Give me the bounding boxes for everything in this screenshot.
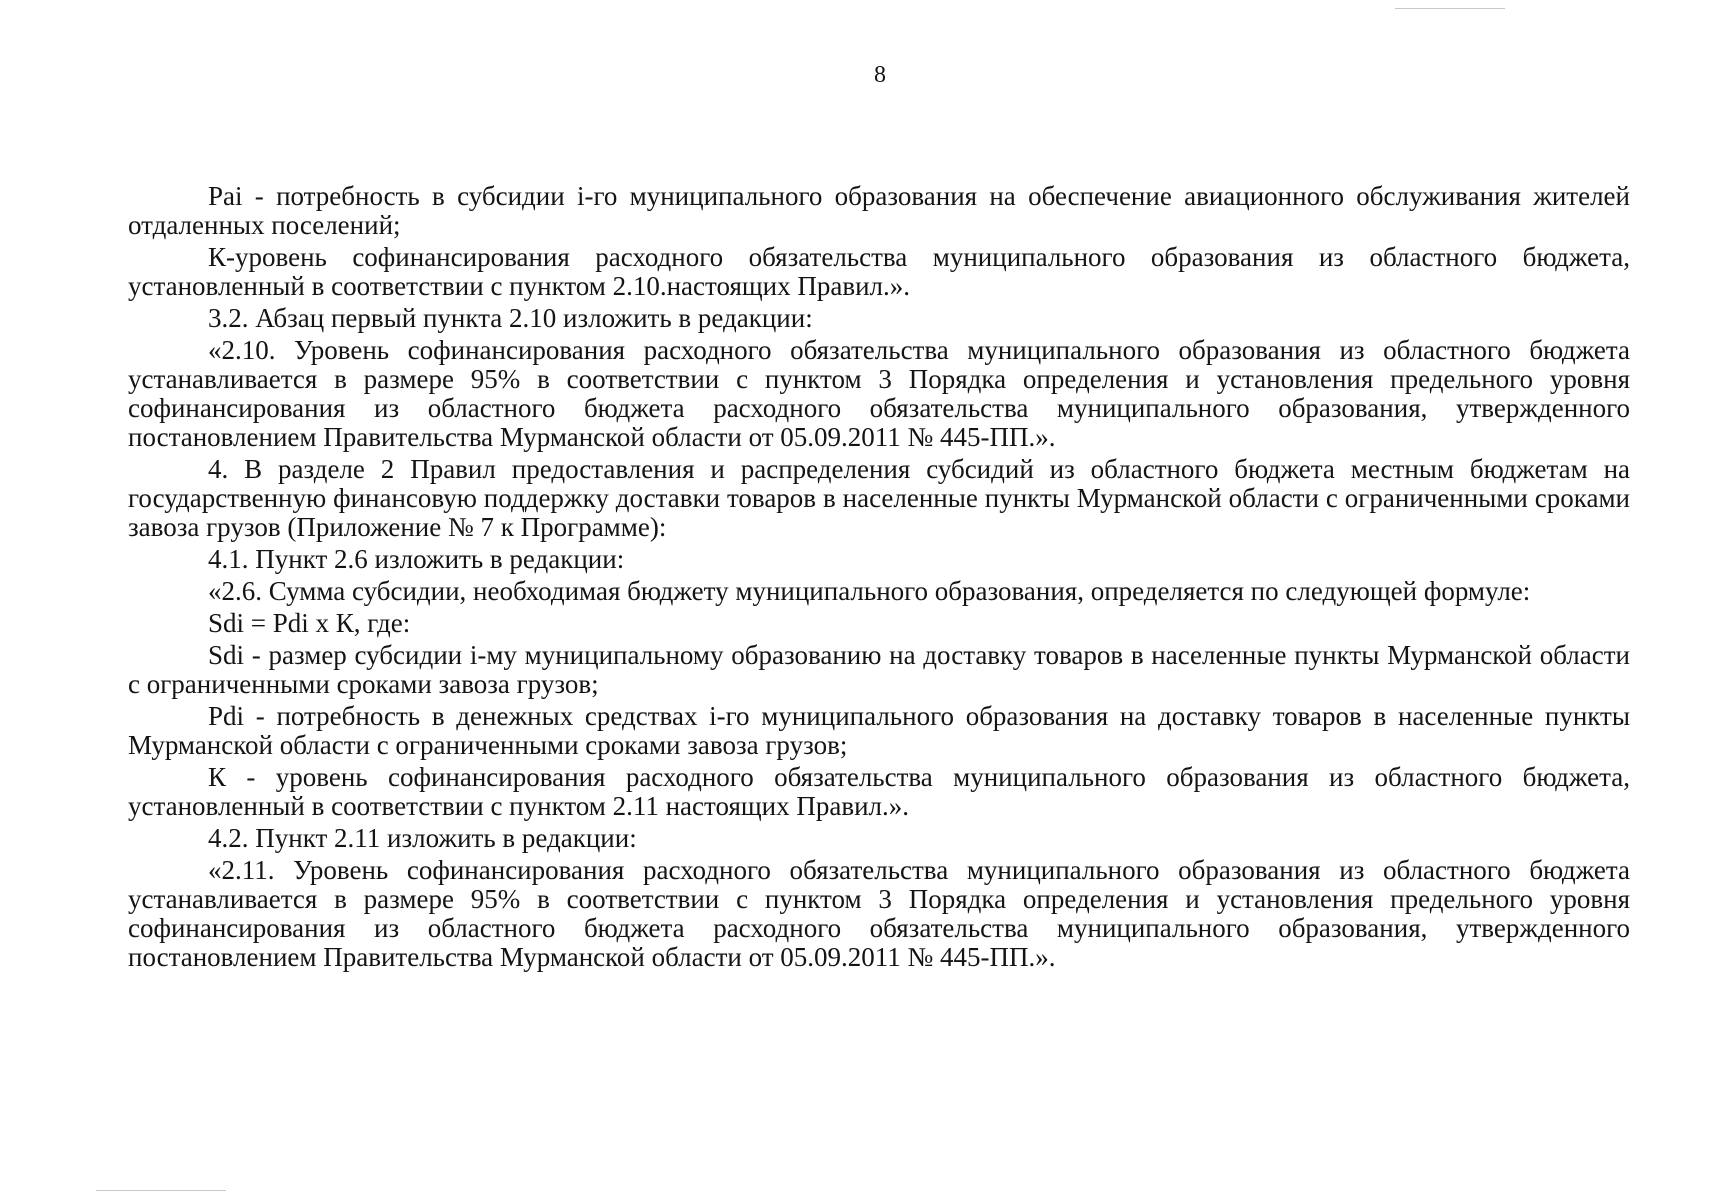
- paragraph-4-1-heading: 4.1. Пункт 2.6 изложить в редакции:: [208, 544, 625, 574]
- paragraph-2-10-text: «2.10. Уровень софинансирования расходного обязательства муниципального образования из областного бюджета устанавливается в размере 95% в соответствии с пунктом 3 Порядка определения и установления предельного уровня софинансирования из областного бюджета расходного обязательства муниципального образования, утвержденного постановлением Правительства Мурманской области от 05.09.2011 № 445-ПП.».: [128, 335, 1630, 452]
- page-number: 8: [874, 62, 886, 88]
- paragraph-formula: Sdi = Pdi x К, где:: [208, 608, 411, 638]
- paragraph-2-6-text: «2.6. Сумма субсидии, необходимая бюджету муниципального образования, определяется по следующей формуле:: [208, 576, 1531, 606]
- document-body: [128, 182, 1630, 975]
- paragraph-k-definition-2-10: К-уровень софинансирования расходного обязательства муниципального образования из областного бюджета, установленный в соответствии с пунктом 2.10.настоящих Правил.».: [128, 242, 1630, 301]
- scan-artifact-bottom: [96, 1190, 226, 1191]
- paragraph-k-definition-2-11: К - уровень софинансирования расходного обязательства муниципального образования из областного бюджета, установленный в соответствии с пунктом 2.11 настоящих Правил.».: [128, 762, 1630, 821]
- paragraph-sdi-definition: Sdi - размер субсидии i-му муниципальному образованию на доставку товаров в населенные пункты Мурманской области с ограниченными сроками завоза грузов;: [128, 640, 1630, 699]
- paragraph-pdi-definition: Pdi - потребность в денежных средствах i-го муниципального образования на доставку товаров в населенные пункты Мурманской области с ограниченными сроками завоза грузов;: [128, 701, 1630, 760]
- paragraph-2-11-text: «2.11. Уровень софинансирования расходного обязательства муниципального образования из областного бюджета устанавливается в размере 95% в соответствии с пунктом 3 Порядка определения и установления предельного уровня софинансирования из областного бюджета расходного обязательства муниципального образования, утвержденного постановлением Правительства Мурманской области от 05.09.2011 № 445-ПП.».: [128, 855, 1630, 972]
- paragraph-3-2-heading: 3.2. Абзац первый пункта 2.10 изложить в редакции:: [208, 303, 813, 333]
- paragraph-section-4: 4. В разделе 2 Правил предоставления и распределения субсидий из областного бюджета местным бюджетам на государственную финансовую поддержку доставки товаров в населенные пункты Мурманской области с ограниченными сроками завоза грузов (Приложение № 7 к Программе):: [128, 454, 1630, 542]
- paragraph-pai-definition: Pai - потребность в субсидии i-го муниципального образования на обеспечение авиационного обслуживания жителей отдаленных поселений;: [128, 181, 1630, 240]
- scan-artifact-top: [1395, 8, 1505, 9]
- paragraph-4-2-heading: 4.2. Пункт 2.11 изложить в редакции:: [208, 823, 637, 853]
